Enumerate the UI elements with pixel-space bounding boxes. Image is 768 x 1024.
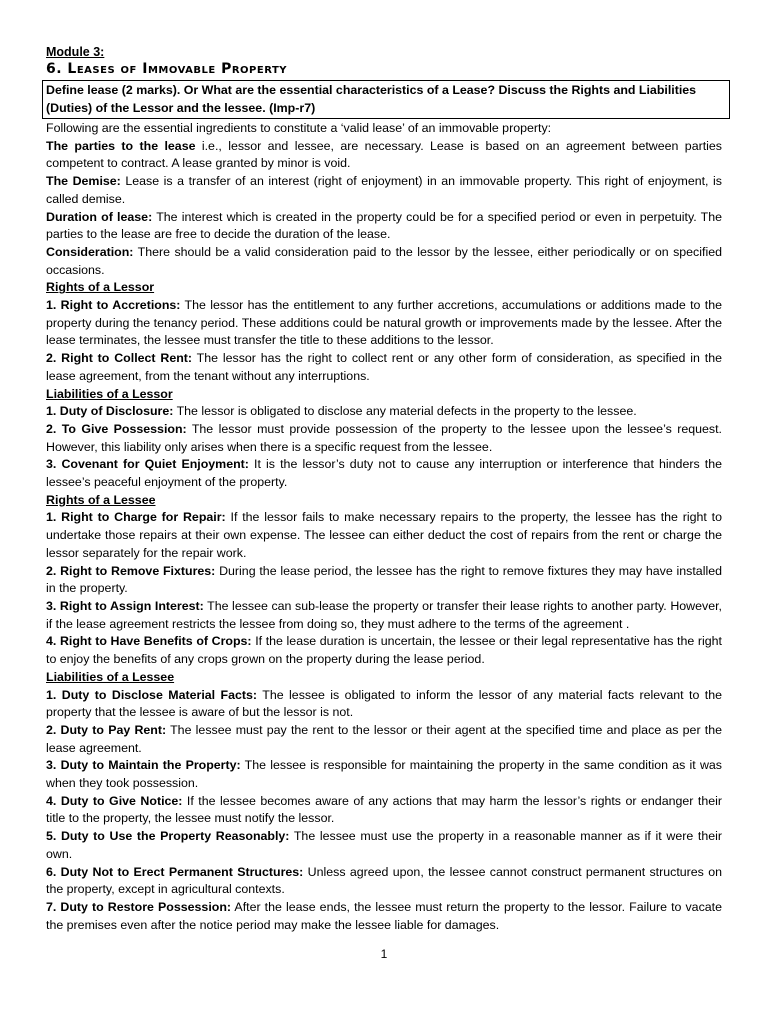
item-term: 2. Right to Remove Fixtures: <box>46 563 216 578</box>
list-item <box>46 350 722 385</box>
list-item <box>46 899 722 934</box>
list-item <box>46 864 722 899</box>
heading-liabilities-lessor: Liabilities of a Lessor <box>46 386 173 401</box>
item-term: 7. Duty to Restore Possession: <box>46 899 232 914</box>
list-item <box>46 793 722 828</box>
item-text: During the lease period, the lessee has the right to remove fixtures they may have installed in the property. <box>46 563 722 596</box>
item-term: 1. Duty to Disclose Material Facts: <box>46 687 258 702</box>
item-term: 3. Right to Assign Interest: <box>46 598 204 613</box>
intro-paragraph: Following are the essential ingredients to constitute a ‘valid lease’ of an immovable property: <box>46 121 552 135</box>
item-term: 3. Covenant for Quiet Enjoyment: <box>46 457 249 472</box>
item-text: The lessor is obligated to disclose any material defects in the property to the lessee. <box>173 404 637 419</box>
item-term: 1. Duty of Disclosure: <box>46 404 174 419</box>
item-term: 3. Duty to Maintain the Property: <box>46 758 241 773</box>
item-text: There should be a valid consideration paid to the lessor by the lessee, either periodically or on specified occasions. <box>46 244 722 277</box>
liabilities-lessor-list <box>46 403 722 492</box>
list-item <box>46 244 722 279</box>
rights-lessee-list <box>46 509 722 668</box>
item-term: 2. Right to Collect Rent: <box>46 351 193 366</box>
item-text: The lessee must use the property in a reasonable manner as if it were their own. <box>46 829 722 861</box>
list-item <box>46 173 722 208</box>
heading-rights-lessor: Rights of a Lessor <box>46 280 155 295</box>
item-text: If the lessor fails to make necessary repairs to the property, the lessee has the right to undertake those repairs at their own expense. The lessee can either deduct the cost of repairs from the rent or charge the lessor separately for the repair work. <box>46 510 722 560</box>
question-box: Define lease (2 marks). Or What are the essential characteristics of a Lease? Discuss the Rights and Liabilities (Duties) of the Lessor and the lessee. (Imp-r7) <box>42 80 730 119</box>
list-item <box>46 138 722 173</box>
item-text: If the lessee becomes aware of any actions that may harm the lessor’s rights or endanger their title to the property, the lessee must notify the lessor. <box>46 793 722 826</box>
ingredients-list <box>46 138 722 280</box>
item-term: 1. Right to Charge for Repair: <box>46 510 226 525</box>
list-item <box>46 509 722 562</box>
item-text: The lessor must provide possession of the property to the lessee upon the lessee’s request. However, this liability only arises when there is a specific request from the lessee. <box>46 421 722 454</box>
heading-liabilities-lessee: Liabilities of a Lessee <box>46 669 175 684</box>
item-text: It is the lessor’s duty not to cause any interruption or interference that hinders the lessee’s peaceful enjoyment of the property. <box>46 457 722 490</box>
list-item <box>46 757 722 792</box>
item-term: 4. Duty to Give Notice: <box>46 793 183 808</box>
document-body <box>46 120 722 934</box>
rights-lessor-list <box>46 297 722 386</box>
item-term: The parties to the lease <box>46 138 196 153</box>
item-term: Consideration: <box>46 244 134 259</box>
list-item <box>46 633 722 668</box>
item-term: 2. To Give Possession: <box>46 421 187 436</box>
page-number: 1 <box>380 947 388 961</box>
list-item <box>46 456 722 491</box>
item-term: 5. Duty to Use the Property Reasonably: <box>46 829 290 844</box>
item-text: The lessee is responsible for maintaining the property in the same condition as it was when they took possession. <box>46 758 722 791</box>
item-text: i.e., lessor and lessee, are necessary. Lease is based on an agreement between parties competent to contract. A lease granted by minor is void. <box>46 138 722 171</box>
item-term: 2. Duty to Pay Rent: <box>46 722 167 737</box>
list-item <box>46 297 722 350</box>
list-item <box>46 722 722 757</box>
item-term: The Demise: <box>46 174 121 189</box>
item-text: The lessee can sub-lease the property or transfer their lease rights to another party. However, if the lease agreement restricts the lessee from doing so, they must adhere to the terms of the agreement . <box>46 598 722 631</box>
list-item <box>46 828 722 863</box>
item-term: 6. Duty Not to Erect Permanent Structures: <box>46 864 304 879</box>
list-item <box>46 421 722 456</box>
heading-rights-lessee: Rights of a Lessee <box>46 492 156 507</box>
item-term: Duration of lease: <box>46 209 153 224</box>
item-text: If the lease duration is uncertain, the lessee or their legal representative has the right to enjoy the benefits of any crops grown on the property during the lease period. <box>46 634 722 667</box>
list-item <box>46 598 722 633</box>
item-text: Unless agreed upon, the lessee cannot construct permanent structures on the property, except in agricultural contexts. <box>46 864 722 897</box>
item-term: 1. Right to Accretions: <box>46 298 181 313</box>
liabilities-lessee-list <box>46 687 722 935</box>
item-text: The interest which is created in the property could be for a specified period or even in perpetuity. The parties to the lease are free to decide the duration of the lease. <box>46 209 723 242</box>
list-item <box>46 403 722 421</box>
item-text: Lease is a transfer of an interest (right of enjoyment) in an immovable property. This right of enjoyment, is called demise. <box>46 174 722 206</box>
item-text: After the lease ends, the lessee must return the property to the lessor. Failure to vacate the premises even after the notice period may make the lessee liable for damages. <box>46 899 722 932</box>
item-text: The lessee is obligated to inform the lessor of any material facts relevant to the property that the lessee is aware of but the lessor is not. <box>46 687 722 720</box>
list-item <box>46 209 722 244</box>
module-label: Module 3: <box>46 45 105 59</box>
item-term: 4. Right to Have Benefits of Crops: <box>46 634 252 649</box>
list-item <box>46 563 722 598</box>
section-title: 6. Leases of Immovable Property <box>46 61 288 77</box>
list-item <box>46 687 722 722</box>
item-text: The lessor has the right to collect rent or any other form of consideration, as specified in the lease agreement, from the tenant without any interruptions. <box>46 351 722 383</box>
item-text: The lessee must pay the rent to the lessor or their agent at the specified time and place as per the lease agreement. <box>46 722 723 755</box>
item-text: The lessor has the entitlement to any further accretions, accumulations or additions made to the property during the tenancy period. These additions could be natural growth or improvements made by the lessee. After the lease terminates, the lessee must transfer the title to these additions to the lessor. <box>46 298 723 348</box>
document-page <box>46 44 722 934</box>
